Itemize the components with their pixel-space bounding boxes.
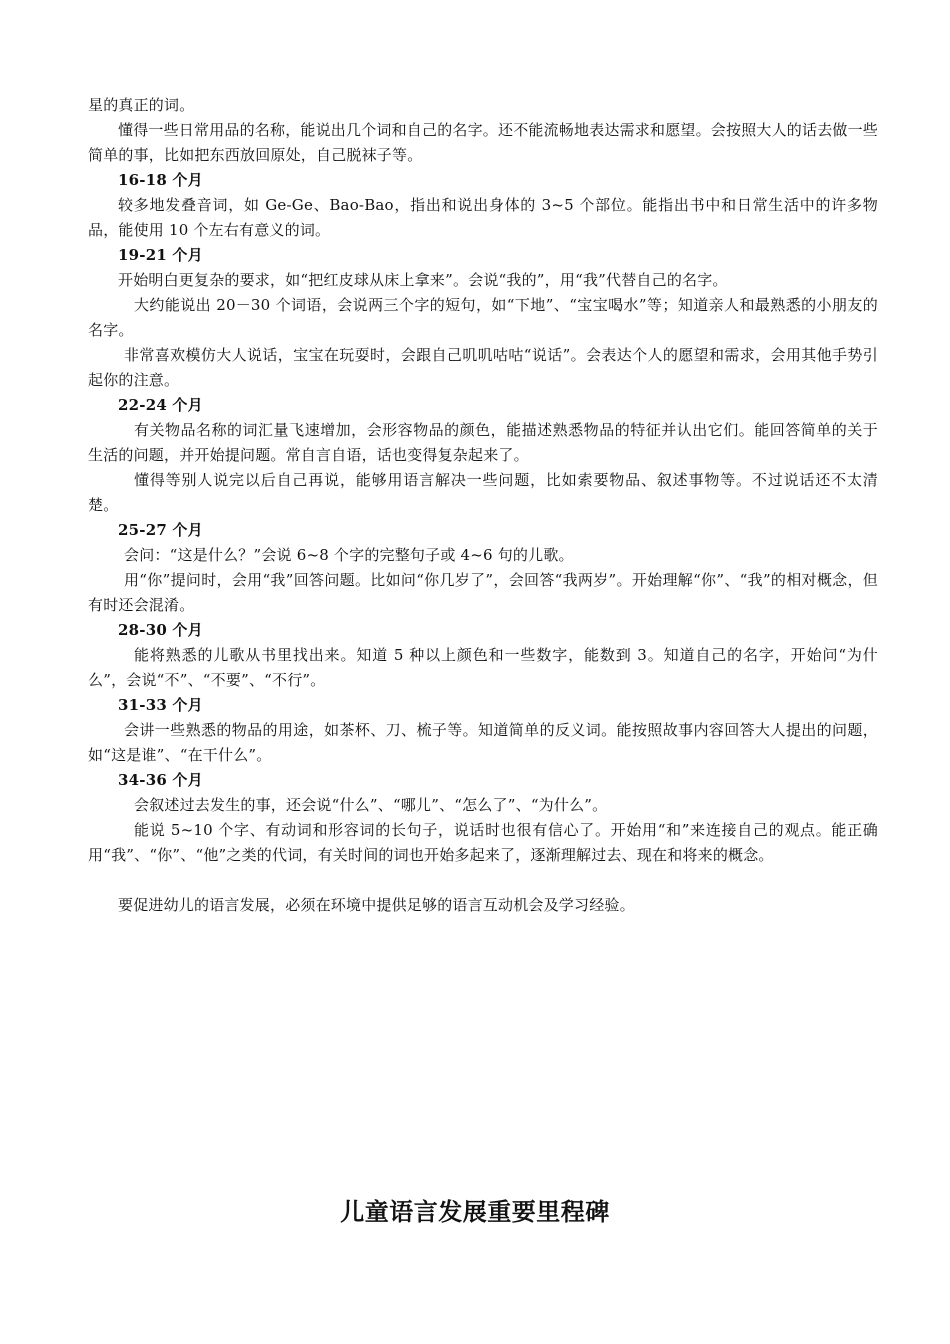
body-paragraph: 星的真正的词。 [88, 96, 195, 114]
section-title: 儿童语言发展重要里程碑 [340, 1198, 610, 1226]
body-paragraph: 非常喜欢模仿大人说话，宝宝在玩耍时，会跟自己叽叽咕咕“说话”。会表达个人的愿望和需求，会用其他手势引起你的注意。 [88, 346, 878, 389]
body-paragraph: 较多地发叠音词，如 Ge-Ge、Bao-Bao，指出和说出身体的 3~5 个部位。能指出书中和日常生活中的许多物品，能使用 10 个左右有意义的词。 [88, 196, 878, 239]
age-range-heading: 31-33 个月 [118, 696, 203, 714]
body-paragraph: 能将熟悉的儿歌从书里找出来。知道 5 种以上颜色和一些数字，能数到 3。知道自己的名字，开始问“为什么”，会说“不”、“不要”、“不行”。 [88, 646, 878, 689]
body-paragraph: 要促进幼儿的语言发展，必须在环境中提供足够的语言互动机会及学习经验。 [118, 896, 635, 914]
body-paragraph: 开始明白更复杂的要求，如“把红皮球从床上拿来”。会说“我的”，用“我”代替自己的名字。 [118, 271, 728, 289]
body-paragraph: 懂得一些日常用品的名称，能说出几个词和自己的名字。还不能流畅地表达需求和愿望。会按照大人的话去做一些简单的事，比如把东西放回原处，自己脱袜子等。 [88, 121, 879, 164]
body-paragraph: 能说 5~10 个字、有动词和形容词的长句子，说话时也很有信心了。开始用“和”来连接自己的观点。能正确用“我”、“你”、“他”之类的代词，有关时间的词也开始多起来了，逐渐理解过去、现在和将来的概念。 [88, 821, 878, 864]
age-range-heading: 16-18 个月 [118, 171, 203, 189]
document-body [88, 93, 878, 918]
body-paragraph: 大约能说出 20－30 个词语，会说两三个字的短句，如“下地”、“宝宝喝水”等；知道亲人和最熟悉的小朋友的名字。 [88, 296, 878, 339]
age-range-heading: 19-21 个月 [118, 246, 203, 264]
body-paragraph: 用“你”提问时，会用“我”回答问题。比如问“你几岁了”，会回答“我两岁”。开始理解“你”、“我”的相对概念，但有时还会混淆。 [88, 571, 878, 614]
age-range-heading: 34-36 个月 [118, 771, 203, 789]
body-paragraph: 会讲一些熟悉的物品的用途，如茶杯、刀、梳子等。知道简单的反义词。能按照故事内容回答大人提出的问题，如“这是谁”、“在干什么”。 [88, 721, 878, 764]
age-range-heading: 28-30 个月 [118, 621, 203, 639]
age-range-heading: 22-24 个月 [118, 396, 203, 414]
paragraph-spacer [88, 868, 878, 893]
age-range-heading: 25-27 个月 [118, 521, 203, 539]
body-paragraph: 会问：“这是什么？”会说 6~8 个字的完整句子或 4~6 句的儿歌。 [124, 546, 574, 564]
body-paragraph: 懂得等别人说完以后自己再说，能够用语言解决一些问题，比如索要物品、叙述事物等。不过说话还不太清楚。 [88, 471, 878, 514]
body-paragraph: 会叙述过去发生的事，还会说“什么”、“哪儿”、“怎么了”、“为什么”。 [134, 796, 608, 814]
body-paragraph: 有关物品名称的词汇量飞速增加，会形容物品的颜色，能描述熟悉物品的特征并认出它们。能回答简单的关于生活的问题，并开始提问题。常自言自语，话也变得复杂起来了。 [88, 421, 878, 464]
